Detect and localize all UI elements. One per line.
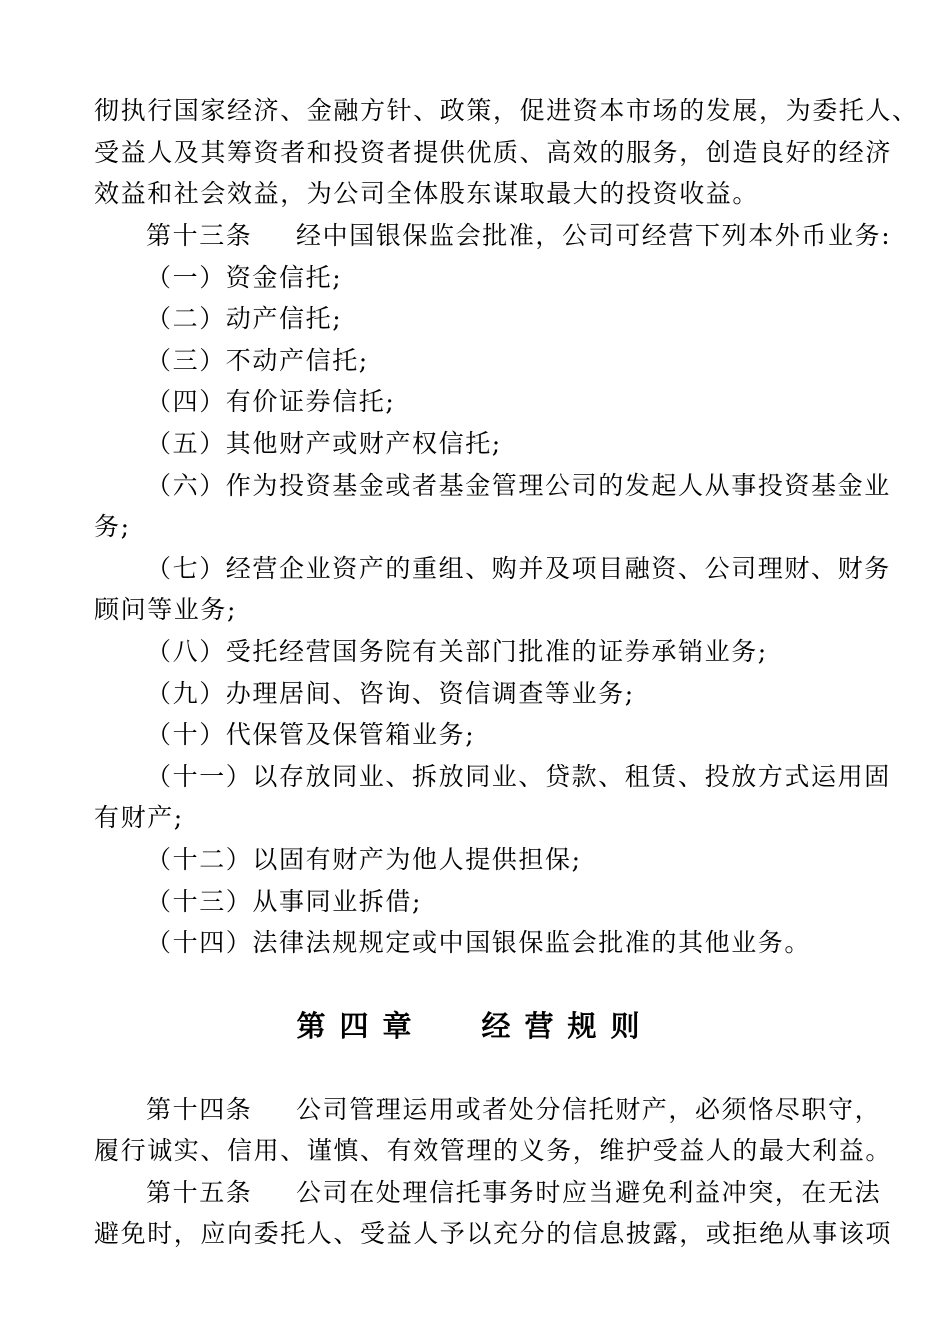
article-15 [146, 1178, 936, 1208]
item-6: （六）作为投资基金或者基金管理公司的发起人从事投资基金业 [146, 471, 891, 500]
article-15-text: 公司在处理信托事务时应当避免利益冲突，在无法 [296, 1178, 882, 1207]
chapter-number: 第四章 [296, 1009, 426, 1043]
item-12: （十二）以固有财产为他人提供担保; [146, 845, 582, 874]
item-8: （八）受托经营国务院有关部门批准的证券承销业务; [146, 637, 768, 666]
article-14-continuation: 履行诚实、信用、谨慎、有效管理的义务，维护受益人的最大利益。 [94, 1136, 893, 1165]
article-14 [146, 1095, 936, 1125]
article-13-label: 第十三条 [146, 221, 253, 250]
item-3: （三）不动产信托; [146, 346, 369, 375]
chapter-title: 经营规则 [481, 1009, 654, 1043]
item-9: （九）办理居间、咨询、资信调查等业务; [146, 679, 635, 708]
article-13-text: 经中国银保监会批准，公司可经营下列本外币业务: [296, 221, 892, 250]
article-15-continuation: 避免时，应向委托人、受益人予以充分的信息披露，或拒绝从事该项 [94, 1219, 893, 1248]
article-14-label: 第十四条 [146, 1095, 253, 1124]
item-14: （十四）法律法规规定或中国银保监会批准的其他业务。 [146, 928, 812, 957]
item-5: （五）其他财产或财产权信托; [146, 429, 502, 458]
item-2: （二）动产信托; [146, 304, 343, 333]
intro-line-3: 效益和社会效益，为公司全体股东谋取最大的投资收益。 [94, 179, 760, 208]
article-14-text: 公司管理运用或者处分信托财产，必须恪尽职守， [296, 1095, 882, 1124]
item-11: （十一）以存放同业、拆放同业、贷款、租赁、投放方式运用固 [146, 762, 891, 791]
item-6-continuation: 务; [94, 512, 131, 541]
chapter-heading [0, 1008, 950, 1044]
intro-line-1: 彻执行国家经济、金融方针、政策，促进资本市场的发展，为委托人、 [94, 96, 919, 125]
article-15-label: 第十五条 [146, 1178, 253, 1207]
item-7-continuation: 顾问等业务; [94, 595, 238, 624]
item-10: （十）代保管及保管箱业务; [146, 720, 476, 749]
intro-line-2: 受益人及其筹资者和投资者提供优质、高效的服务，创造良好的经济 [94, 138, 893, 167]
article-13 [146, 221, 936, 251]
item-4: （四）有价证券信托; [146, 387, 396, 416]
item-11-continuation: 有财产; [94, 803, 184, 832]
item-7: （七）经营企业资产的重组、购并及项目融资、公司理财、财务 [146, 554, 891, 583]
item-13: （十三）从事同业拆借; [146, 887, 423, 916]
item-1: （一）资金信托; [146, 263, 343, 292]
